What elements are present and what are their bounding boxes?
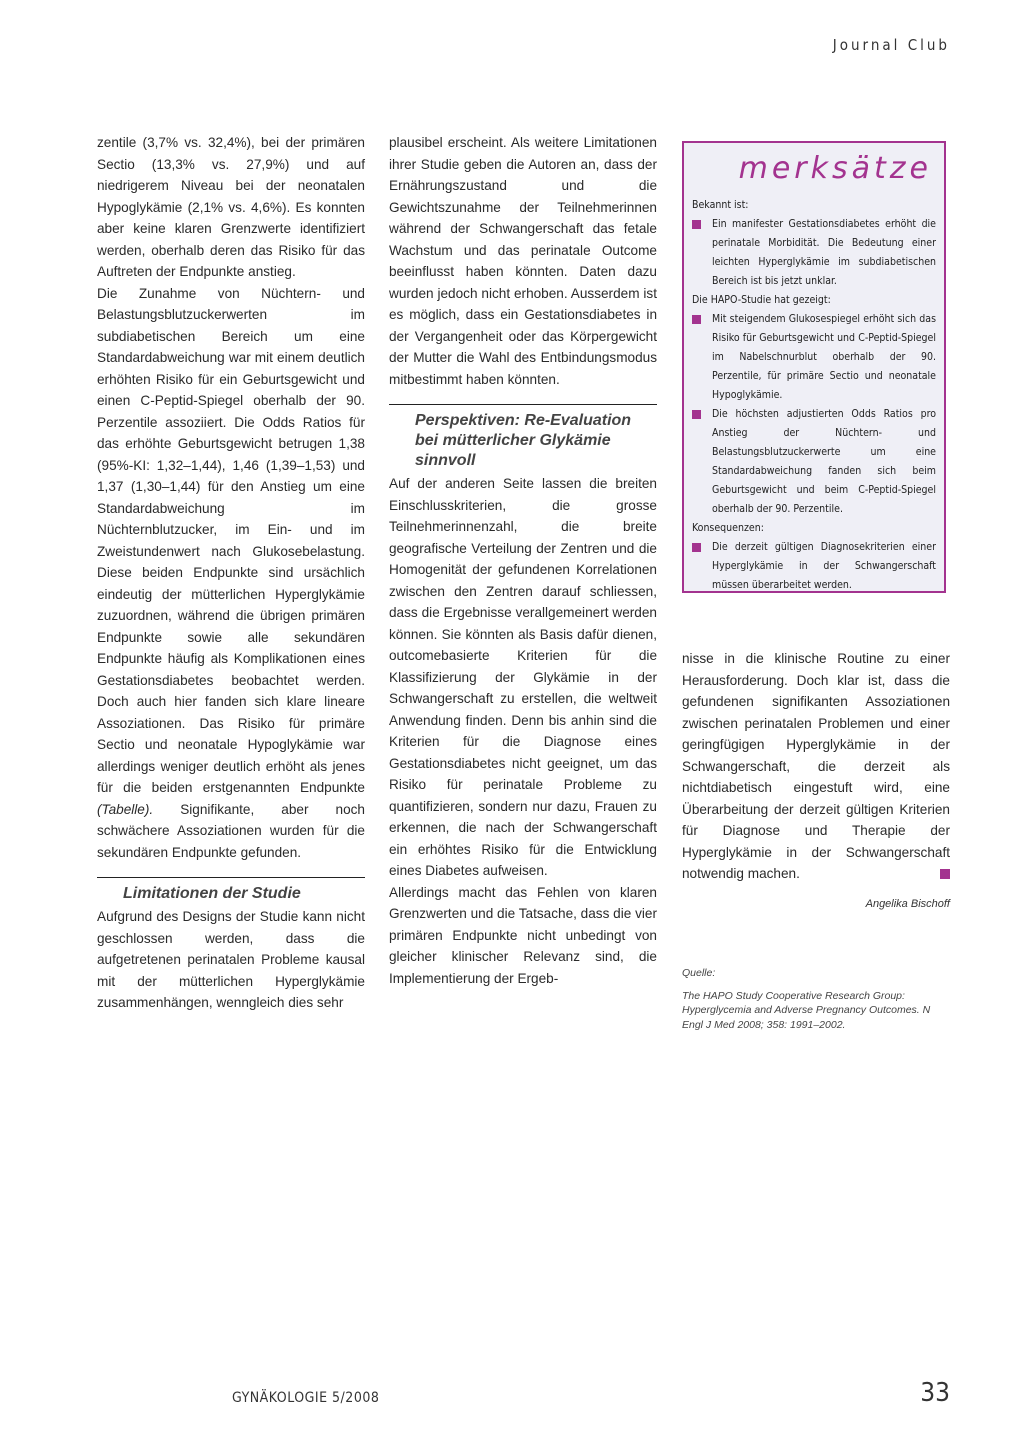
box-section-label: Bekannt ist: [692, 199, 749, 211]
text-column-3 [682, 648, 950, 885]
page-number: 33 [920, 1378, 950, 1408]
subheading-limitations: Limitationen der Studie [97, 877, 365, 906]
square-bullet-icon [692, 543, 701, 552]
square-bullet-icon [692, 220, 701, 229]
paragraph: zentile (3,7% vs. 32,4%), bei der primären Sectio (13,3% vs. 27,9%) und auf niedrigerem Niveau bei der neonatalen Hypoglykämie (2,1% vs. 4,6%). Es konnten aber keine klaren Grenzwerte identifiziert werden, oberhalb deren das Risiko für das Auftreten der Endpunkte anstieg. [97, 135, 365, 279]
paragraph: Allerdings macht das Fehlen von klaren Grenzwerten und die Tatsache, dass die vier primären Endpunkte nicht unbedingt von gleicher klinischer Relevanz sind, die Implementierung der Ergeb- [389, 884, 657, 986]
source-text: The HAPO Study Cooperative Research Group: Hyperglycemia and Adverse Pregnancy Outcomes. N Engl J Med 2008; 358: 1991–2002. [682, 989, 931, 1031]
paragraph [682, 648, 950, 885]
section-header: Journal Club [832, 36, 950, 54]
subheading-perspectives: Perspektiven: Re-Evaluation bei mütterlicher Glykämie sinnvoll [389, 404, 657, 473]
paragraph: Aufgrund des Designs der Studie kann nicht geschlossen werden, dass die aufgetretenen perinatalen Probleme kausal mit der mütterlichen Hyperglykämie zusammenhängen, wenngleich dies sehr [97, 909, 365, 1010]
box-item-text: Die höchsten adjustierten Odds Ratios pro Anstieg der Nüchtern- und Belastungsblutzuckerwerte um eine Standardabweichung fanden sich beim Geburtsgewicht und beim C-Peptid-Spiegel oberhalb der 90. Perzentile. [712, 408, 936, 515]
text-column-1 [97, 132, 365, 1014]
paragraph [97, 283, 365, 864]
text-column-2 [389, 132, 657, 989]
source-citation [682, 966, 950, 1032]
paragraph: Auf der anderen Seite lassen die breiten Einschlusskriterien, die grosse Teilnehmerinnenzahl, die breite geografische Verteilung der Zentren und die Homogenität der gefundenen Korrelationen zwischen den Zentren darauf schliessen, dass die Ergebnisse verallgemeinert werden können. Sie könnten als Basis dafür dienen, outcomebasierte Kriterien für die Klassifizierung der Glykämie in der Schwangerschaft zu erstellen, die weltweit Anwendung finden. Denn bis anhin sind die Kriterien für die Diagnose eines Gestationsdiabetes nicht geeignet, um das Risiko für perinatale Probleme zu quantifizieren, sondern nur dazu, Frauen zu erkennen, die nach der Schwangerschaft ein erhöhtes Risiko für die Entwicklung eines Diabetes aufweisen. [389, 476, 657, 878]
paragraph-text: Signifikante, aber noch schwächere Assoziationen wurden für die sekundären Endpunkte gefunden. [97, 801, 365, 860]
box-bullet-item [692, 215, 936, 291]
box-item-text: Die derzeit gültigen Diagnosekriterien einer Hyperglykämie in der Schwangerschaft müssen überarbeitet werden. [712, 541, 936, 591]
paragraph-text: Die Zunahme von Nüchtern- und Belastungsblutzuckerwerten im subdiabetischen Bereich um eine Standardabweichung war mit einem deutlich erhöhten Risiko für ein Geburtsgewicht und einen C-Peptid-Spiegel oberhalb der 90. Perzentile assoziiert. Die Odds Ratios für das erhöhte Geburtsgewicht betrugen 1,38 (95%-KI: 1,32–1,44), 1,46 (1,39–1,53) und 1,37 (1,30–1,44) für den Anstieg um eine Standardabweichung im Nüchternblutzucker, im Ein- und im Zweistundenwert nach Glukosebelastung. Diese beiden Endpunkte sind ursächlich eindeutig der mütterlichen Hyperglykämie zuzuordnen, während die übrigen primären Endpunkte sowie alle sekundären Endpunkte häufig als Komplikationen eines Gestationsdiabetes beobachtet werden. Doch auch hier fanden sich klare lineare Assoziationen. Das Risiko für primäre Sectio und neonatale Hypoglykämie war allerdings weniger deutlich erhöht als jenes für die beiden erstgenannten Endpunkte [97, 285, 365, 795]
box-section-label: Die HAPO-Studie hat gezeigt: [692, 294, 831, 306]
end-mark-icon [940, 869, 950, 879]
box-bullet-item [692, 310, 936, 405]
box-section-label: Konsequenzen: [692, 522, 764, 534]
paragraph: plausibel erscheint. Als weitere Limitationen ihrer Studie geben die Autoren an, dass der Ernährungszustand und die Gewichtszunahme der Teilnehmerinnen während der Schwangerschaft das fetale Wachstum und das perinatale Outcome beeinflusst haben könnten. Daten dazu wurden jedoch nicht erhoben. Ausserdem ist es möglich, dass ein Gestationsdiabetes in der Vergangenheit oder das Körpergewicht der Mutter die Wahl des Entbindungsmodus mitbestimmt haben könnten. [389, 135, 657, 387]
box-bullet-item [692, 538, 936, 595]
box-bullet-item [692, 405, 936, 519]
key-points-box [682, 141, 946, 593]
box-title: merksätze [738, 151, 932, 186]
square-bullet-icon [692, 315, 701, 324]
square-bullet-icon [692, 410, 701, 419]
author-name: Angelika Bischoff [865, 898, 950, 910]
journal-issue: GYNÄKOLOGIE 5/2008 [232, 1390, 380, 1406]
paragraph-text: nisse in die klinische Routine zu einer Herausforderung. Doch klar ist, dass die gefundenen signifikanten Assoziationen zwischen perinatalen Problemen und einer geringfügigen Hyperglykämie in der Schwangerschaft, die derzeit als nichtdiabetisch eingestuft wird, eine Überarbeitung der derzeit gültigen Kriterien für Diagnose und Therapie der Hyperglykämie in der Schwangerschaft notwendig machen. [682, 651, 950, 881]
table-reference: (Tabelle). [97, 801, 154, 817]
source-label: Quelle: [682, 967, 716, 979]
box-item-text: Mit steigendem Glukosespiegel erhöht sich das Risiko für Geburtsgewicht und C-Peptid-Spiegel im Nabelschnurblut oberhalb der 90. Perzentile, für primäre Sectio und neonatale Hypoglykämie. [712, 313, 936, 401]
box-item-text: Ein manifester Gestationsdiabetes erhöht die perinatale Morbidität. Die Bedeutung einer leichten Hyperglykämie im subdiabetischen Bereich ist bis jetzt unklar. [712, 218, 936, 287]
